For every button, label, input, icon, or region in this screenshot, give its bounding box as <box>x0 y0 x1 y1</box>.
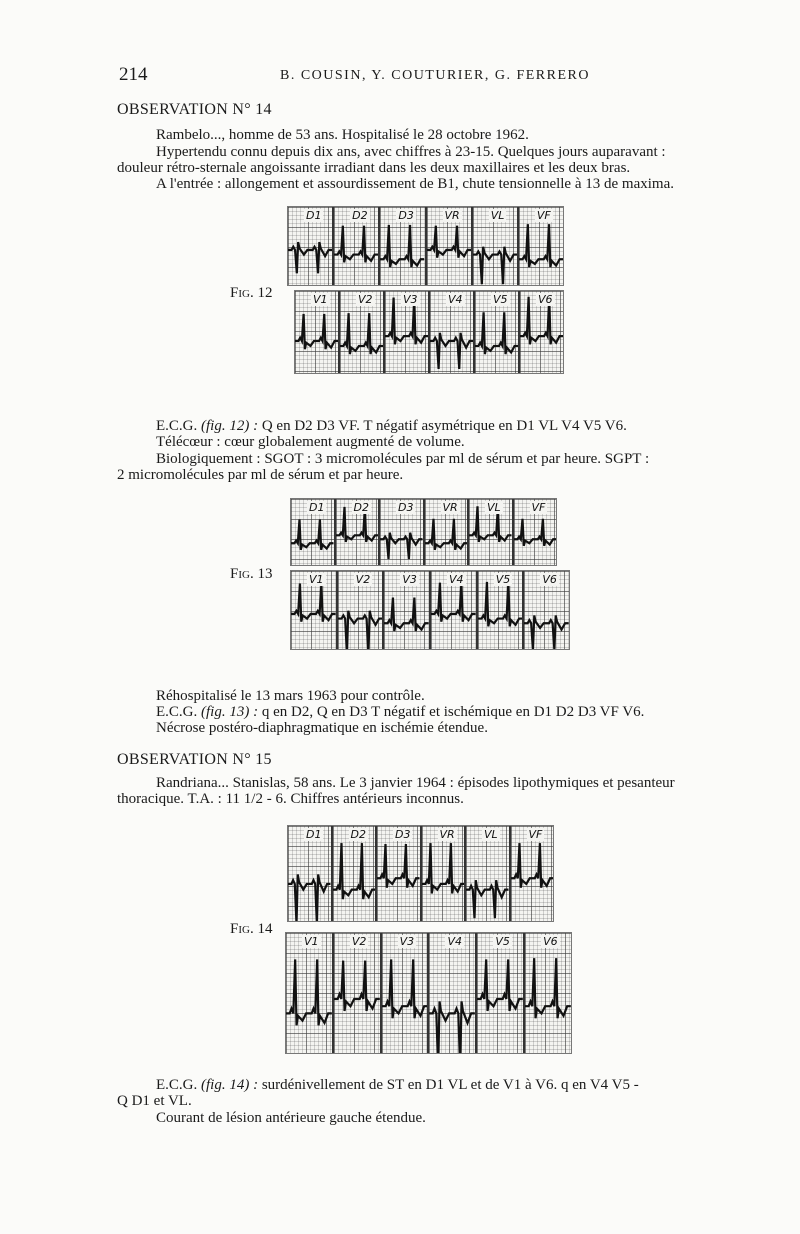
obs15-line-1: Randriana... Stanislas, 58 ans. Le 3 janvier 1964 : épisodes lipothymiques et pesanteur <box>156 775 675 791</box>
ecg-lead-panel <box>377 826 422 921</box>
ecg-lead-label: V6 <box>538 293 553 306</box>
ecg-lead-label: D1 <box>306 209 322 222</box>
ecg-lead-label: V2 <box>355 573 371 586</box>
ecg-lead-panel <box>525 933 571 1053</box>
ecg-lead-panel <box>291 499 336 565</box>
ecg-lead-label: V5 <box>493 293 508 306</box>
ecg-lead-label: D1 <box>309 501 325 514</box>
figure-label-prefix: Fig. <box>230 285 254 301</box>
ecg-lead-label: V2 <box>358 293 373 306</box>
ecg-lead-panel <box>473 207 519 285</box>
ecg-lead-label: VF <box>536 209 551 222</box>
ecg-trace <box>286 933 332 1053</box>
ecg-lead-label: V3 <box>402 573 417 586</box>
ecg-fig14-line-2: Q D1 et VL. <box>117 1093 192 1109</box>
ecg-lead-panel <box>288 207 334 285</box>
ecg-findings: surdénivellement de ST en D1 VL et de V1 à V6. q en V4 V5 - <box>258 1077 639 1093</box>
ecg-lead-label: V6 <box>542 573 557 586</box>
ecg-lead-panel <box>427 207 473 285</box>
ecg-lead-label: VF <box>528 828 543 841</box>
figure-reference: (fig. 14) : <box>201 1077 259 1093</box>
figure-label-prefix: Fig. <box>230 566 254 582</box>
figure-12-label <box>230 285 272 302</box>
ecg-lead-label: V5 <box>495 935 510 948</box>
figure-label-prefix: Fig. <box>230 921 254 937</box>
ecg-figure-14-precordial-leads <box>285 932 572 1054</box>
page-number: 214 <box>119 64 148 85</box>
ecg-lead-label: VL <box>490 209 505 222</box>
ecg-findings: q en D2, Q en D3 T négatif et ischémique en D1 D2 D3 VF V6. <box>258 704 645 720</box>
ecg-trace <box>525 933 571 1053</box>
ecg-lead-panel <box>475 291 520 373</box>
ecg-lead-label: V4 <box>449 573 464 586</box>
ecg-lead-panel <box>514 499 557 565</box>
ecg-lead-panel <box>288 826 333 921</box>
ecg-lead-panel <box>295 291 340 373</box>
ecg-lead-panel <box>334 207 380 285</box>
observation-14-heading: OBSERVATION N° 14 <box>117 101 272 118</box>
figure-reference: (fig. 12) : <box>201 418 259 434</box>
running-head-authors: B. COUSIN, Y. COUTURIER, G. FERRERO <box>280 68 590 83</box>
ecg-trace <box>477 933 523 1053</box>
ecg-lead-panel <box>382 933 430 1053</box>
ecg-lead-label: V2 <box>351 935 367 948</box>
ecg-lead-panel <box>524 571 569 649</box>
ecg-lead-panel <box>520 291 563 373</box>
ecg-lead-label: D3 <box>395 828 411 841</box>
figure-label-number: 12 <box>257 285 273 301</box>
ecg-lead-label: VR <box>444 209 460 222</box>
ecg-fig12-line <box>156 418 627 435</box>
ecg-lead-panel <box>425 499 470 565</box>
ecg-lead-panel <box>340 291 385 373</box>
ecg-lead-panel <box>478 571 525 649</box>
ecg-prefix: E.C.G. <box>156 418 198 434</box>
ecg-figure-13-limb-leads <box>290 498 557 566</box>
ecg-lead-label: D3 <box>398 209 414 222</box>
ecg-lead-label: V6 <box>543 935 558 948</box>
telecoeur-line: Télécœur : cœur globalement augmenté de volume. <box>156 434 465 450</box>
biology-line-2: 2 micromolécules par ml de sérum et par heure. <box>117 467 404 483</box>
ecg-figure-12-limb-leads <box>287 206 564 286</box>
ecg-lead-panel <box>384 571 431 649</box>
figure-label-number: 13 <box>257 566 273 582</box>
ecg-lead-label: D2 <box>350 828 366 841</box>
ecg-lead-label: V4 <box>448 293 463 306</box>
ecg-lead-panel <box>334 933 382 1053</box>
ecg-fig14-line <box>156 1077 639 1094</box>
observation-15-heading: OBSERVATION N° 15 <box>117 751 272 768</box>
ecg-trace <box>334 933 380 1053</box>
ecg-lead-label: V5 <box>495 573 511 586</box>
ecg-lead-panel <box>338 571 385 649</box>
ecg-trace <box>382 933 428 1053</box>
ecg-strip <box>286 933 571 1053</box>
ecg-lead-panel <box>429 933 477 1053</box>
ecg-lead-panel <box>333 826 378 921</box>
ecg-fig13-line <box>156 704 644 721</box>
obs14-line-2: Hypertendu connu depuis dix ans, avec chiffres à 23-15. Quelques jours auparavant : <box>156 144 666 160</box>
ecg-lead-label: V3 <box>403 293 418 306</box>
ecg-lead-label: V1 <box>313 293 328 306</box>
ecg-strip <box>288 207 563 285</box>
ecg-figure-13-precordial-leads <box>290 570 570 650</box>
ecg-lead-panel <box>431 571 478 649</box>
obs14-conclusion: Nécrose postéro-diaphragmatique en ischémie étendue. <box>156 720 488 736</box>
ecg-lead-panel <box>380 207 426 285</box>
ecg-prefix: E.C.G. <box>156 704 198 720</box>
ecg-lead-panel <box>430 291 475 373</box>
ecg-lead-panel <box>469 499 514 565</box>
ecg-lead-label: D2 <box>352 209 368 222</box>
ecg-lead-panel <box>336 499 381 565</box>
obs14-line-1: Rambelo..., homme de 53 ans. Hospitalisé le 28 octobre 1962. <box>156 127 529 143</box>
ecg-lead-panel <box>519 207 563 285</box>
ecg-figure-14-limb-leads <box>287 825 554 922</box>
ecg-prefix: E.C.G. <box>156 1077 198 1093</box>
ecg-lead-label: D1 <box>306 828 322 841</box>
ecg-strip <box>291 499 556 565</box>
ecg-lead-label: V3 <box>399 935 415 948</box>
rehospitalisation-line: Réhospitalisé le 13 mars 1963 pour contrôle. <box>156 688 425 704</box>
ecg-strip <box>295 291 563 373</box>
ecg-lead-panel <box>286 933 334 1053</box>
ecg-lead-label: VL <box>487 501 501 514</box>
obs14-line-3: douleur rétro-sternale angoissante irradiant dans les deux maxillaires et les deux bras. <box>117 160 631 176</box>
figure-label-number: 14 <box>257 921 273 937</box>
ecg-lead-panel <box>422 826 467 921</box>
ecg-lead-label: VF <box>531 501 546 514</box>
ecg-lead-panel <box>511 826 554 921</box>
ecg-lead-label: VR <box>439 828 455 841</box>
figure-14-label <box>230 921 272 938</box>
ecg-trace <box>429 933 475 1053</box>
ecg-lead-panel <box>291 571 338 649</box>
ecg-lead-panel <box>380 499 425 565</box>
ecg-lead-panel <box>466 826 511 921</box>
ecg-lead-label: D3 <box>398 501 414 514</box>
ecg-lead-label: V1 <box>304 935 319 948</box>
figure-reference: (fig. 13) : <box>201 704 259 720</box>
figure-13-label <box>230 566 272 583</box>
ecg-lead-panel <box>477 933 525 1053</box>
ecg-lead-label: V4 <box>447 935 463 948</box>
ecg-figure-12-precordial-leads <box>294 290 564 374</box>
ecg-lead-panel <box>385 291 430 373</box>
ecg-strip <box>288 826 553 921</box>
ecg-lead-label: VR <box>442 501 458 514</box>
obs14-line-4: A l'entrée : allongement et assourdissement de B1, chute tensionnelle à 13 de maxima. <box>156 176 674 192</box>
ecg-lead-label: D2 <box>353 501 369 514</box>
ecg-lead-label: V1 <box>309 573 324 586</box>
biology-line-1: Biologiquement : SGOT : 3 micromolécules par ml de sérum et par heure. SGPT : <box>156 451 650 467</box>
obs15-conclusion: Courant de lésion antérieure gauche étendue. <box>156 1110 426 1126</box>
obs15-line-2: thoracique. T.A. : 11 1/2 - 6. Chiffres antérieurs inconnus. <box>117 791 464 807</box>
ecg-strip <box>291 571 569 649</box>
ecg-findings: Q en D2 D3 VF. T négatif asymétrique en D1 VL V4 V5 V6. <box>258 418 627 434</box>
ecg-lead-label: VL <box>484 828 498 841</box>
